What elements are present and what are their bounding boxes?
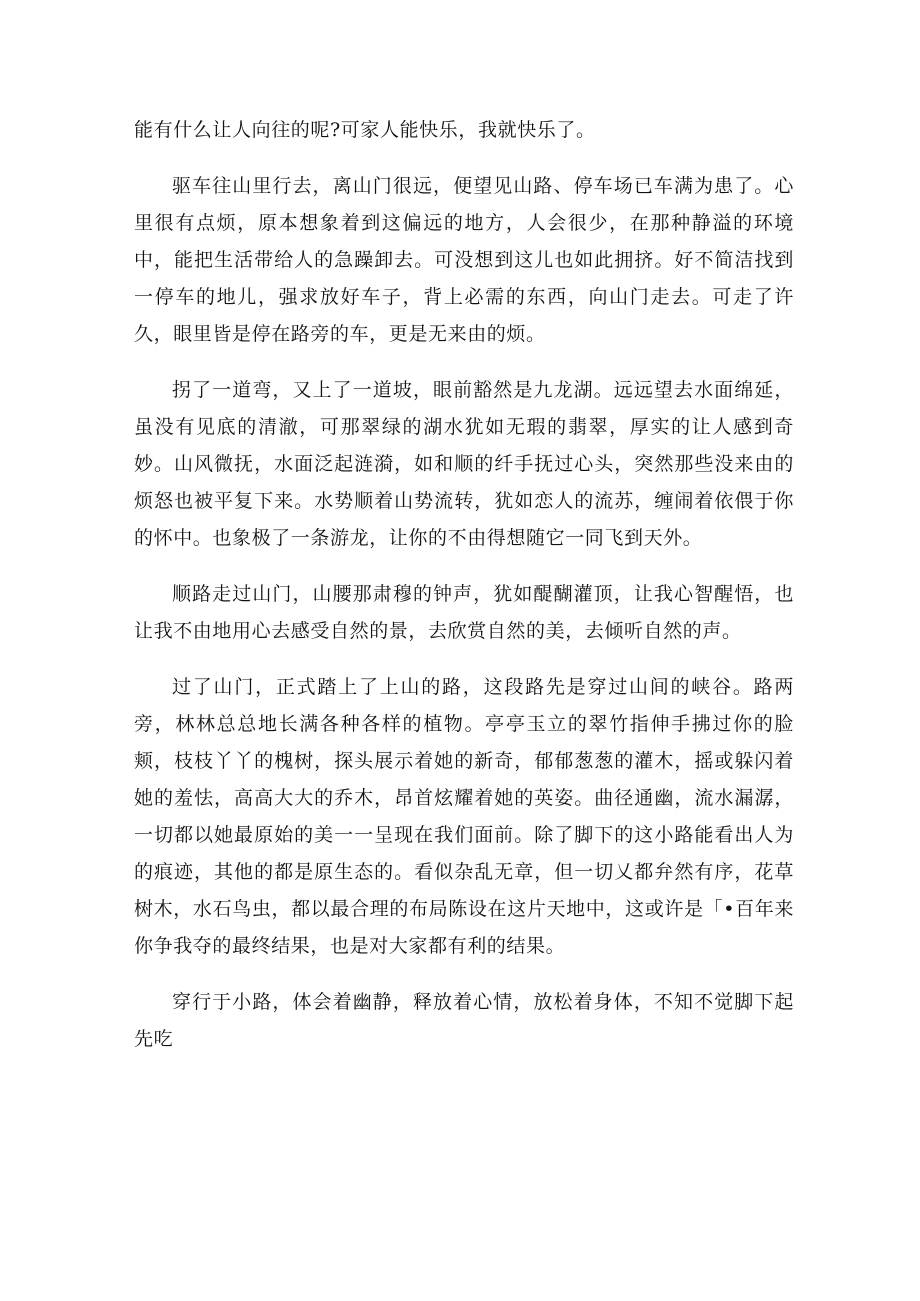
paragraph-5: 过了山门，正式踏上了上山的路，这段路先是穿过山间的峡谷。路两旁，林林总总地长满各种各样的植物。亭亭玉立的翠竹指伸手拂过你的脸颊，枝枝丫丫的槐树，探头展示着她的新奇，郁郁葱葱的灌木，摇或躲闪着她的羞怯，高高大大的乔木，昂首炫耀着她的英姿。曲径通幽，流水漏潺，一切都以她最原始的美一一呈现在我们面前。除了脚下的这小路能看出人为的痕迹，其他的都是原生态的。看似杂乱无章，但一切乂都弁然有序，花草树木，水石鸟虫，都以最合理的布局陈设在这片天地中，这或许是「•百年来你争我夺的最终结果，也是对大家都有利的结果。 [134,676,794,957]
paragraph-2: 驱车往山里行去，离山门很远，便望见山路、停车场已车满为患了。心里很有点烦，原本想象着到这偏远的地方，人会很少，在那种静溢的环境中，能把生活带给人的急躁卸去。可没想到这儿也如此拥挤。好不简洁找到一停车的地儿，强求放好车子，背上必需的东西，向山门走去。可走了许久，眼里皆是停在路旁的车，更是无来由的烦。 [134,175,794,345]
paragraph-4: 顺路走过山门，山腰那肃穆的钟声，犹如醍醐灌顶，让我心智醒悟，也让我不由地用心去感受自然的景，去欣赏自然的美，去倾听自然的声。 [134,583,794,642]
paragraph-6: 穿行于小路，体会着幽静，释放着心情，放松着身体，不知不觉脚下起先吃 [134,991,794,1050]
paragraph-1: 能有什么让人向往的呢?可家人能快乐，我就快乐了。 [134,119,596,141]
paragraph-3: 拐了一道弯，又上了一道坡，眼前豁然是九龙湖。远远望去水面绵延，虽没有见底的清澈，可那翠绿的湖水犹如无瑕的翡翠，厚实的让人感到奇妙。山风微抚，水面泛起涟漪，如和顺的纤手抚过心头，突然那些没来由的烦怒也被平复下来。水势顺着山势流转，犹如恋人的流苏，缠闹着依偎于你的怀中。也象极了一条游龙，让你的不由得想随它一同飞到天外。 [134,379,794,549]
article-body [134,112,794,1077]
